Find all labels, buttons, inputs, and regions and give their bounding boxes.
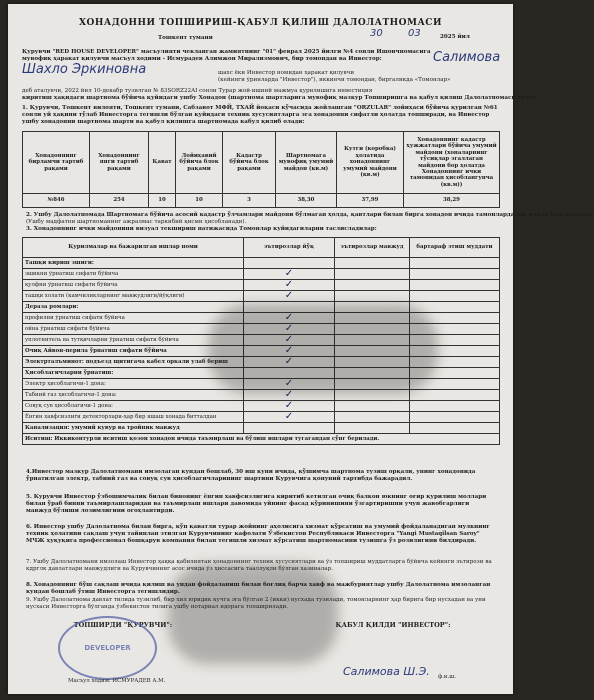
cell-shell-area: 37,99	[337, 194, 404, 208]
cell-cadastre-area: 38,29	[404, 194, 500, 208]
cell-floor: 10	[149, 194, 176, 208]
deadline-cell	[410, 280, 500, 291]
check-item-label: уплотнитель ва тутқичларни ўрнатиш сифати бўйича	[23, 335, 244, 346]
col-project-block: Лойиҳавий бўйича блок рақами	[176, 132, 223, 194]
objection-cell	[335, 258, 410, 269]
check-item-label: Очиқ Айвон-перила ўрнатиш сифати бўйича	[23, 346, 244, 357]
apartment-table	[22, 131, 500, 208]
col-cadastre-area: Хонадоннинг кадастр ҳужжатлари бўйича умумий майдони (хоналарнинг тўсиқлар эгаллаган майдони бор ҳолатда Хонадоннинг ички тамонидан ҳисоблангунча (кв.м))	[404, 132, 500, 194]
check-row	[23, 258, 500, 269]
no-objection-check: ✓	[244, 357, 335, 368]
cell-contract-area: 38,30	[276, 194, 337, 208]
city-label: Тошкент тумани	[158, 35, 213, 41]
deadline-cell	[410, 390, 500, 401]
note-line-3: 3. Хонадоннинг ички майдонини визуал текшириш натижасида Томонлар куйидагиларни таслисладилар:	[26, 226, 377, 232]
objection-cell	[335, 412, 410, 423]
check-item-label: Электрталъминот: подъезд щитигача кабел оркали улаб бериш	[23, 357, 244, 368]
no-objection-check: ✓	[244, 379, 335, 390]
paragraph-7: 7. Ушбу Далолатномани имзолаш Инвестор ҳаққа қабилиятан ҳонадоннинг техник хусусиятлари ва ўз топшириш муддатларга бўйича кейинги эътирози ва кдрглк давлатлари мавжудлиги ва Курувчининг асос ичида ўз ҳиссасига тааллуқли бўлган хазиналар.	[26, 559, 492, 572]
no-objection-check: ✓	[244, 269, 335, 280]
paragraph-8: 8. Хонадоннинг бўш сақлаш ичида қилиш ва ундан фойдаланиш билан боғлиқ барча хавф ва мажбуриятлар ушбу Далолатнома имзоланган кундан бошлаб ўтиш Инвесторга тегишлидир.	[26, 582, 491, 595]
note-line-2: (Ушбу мадфатни шартноманинг ажралмас таркибий қисми ҳисобланади).	[26, 219, 247, 225]
cell-original-number: №846	[23, 194, 90, 208]
builder-signature-title: ТОПШИРДИ "ҚУРУВЧИ":	[73, 621, 173, 629]
builder-officer-name: Масъул ходим: ИСМУРАДЕВ А.М.	[68, 678, 166, 684]
check-row	[23, 412, 500, 423]
stamp-text: DEVELOPER	[84, 644, 131, 652]
intro-line-2: мувофиқ ҳаракат қилувчи масъул ходими - Исмурадев Алимжон Мирализмович, бир томондан ва Инвестор:	[22, 56, 382, 62]
objection-cell	[335, 423, 410, 434]
company-stamp	[58, 616, 157, 680]
col-contract-area: Шартномага мувофиқ умумий майдон (кв.м)	[276, 132, 337, 194]
check-item-label: профилни ўрнатиш сифати бўйича	[23, 313, 244, 324]
col-shell-area: Кутги (коробка) ҳолатида хонадоннинг умумий майдони (кв.м)	[337, 132, 404, 194]
check-row	[23, 434, 500, 445]
fio-label: ф.и.ш.	[438, 674, 456, 680]
deadline-cell	[410, 423, 500, 434]
intro-line-4: (кейинги ўринларда "Инвестор"), иккинчи томондан, биргаликда «Томонлар»	[218, 77, 451, 83]
col-no-objection: эътирозлар йўқ	[244, 238, 335, 258]
col-original-number: Хонадоннинг бирламчи тартиб рақами	[23, 132, 90, 194]
check-row	[23, 291, 500, 302]
check-row	[23, 423, 500, 434]
objection-cell	[335, 401, 410, 412]
paragraph-6: 6. Инвестор ушбу Далолатнома билан бирга, кўп қаватли турар жойнинг аҳолисига хизмат кўрсатиш ва умумий фойдаланадиган мулкнинг техник ҳолатини сақлаш учун тайинлан этилган Курувчининг кафолати Ўзбекистон Республикаси Инвесторга "Yangi Mustaqilsan Saroy" МЧЖ ҳуқуқига профессионал бошқарув компания билан тегишли хизмат кўрсатиш шартномасини тузишга ўз розилигини билдиради.	[26, 524, 490, 544]
act-document	[8, 4, 594, 694]
no-objection-check: ✓	[244, 280, 335, 291]
intro-line-5: деб аталувчи, 2022 йил 10-декабр тузилган № 83SORZ22AI сонли Турар жой-ишиий мажмуа қурилишига инвестиция	[22, 88, 373, 94]
investor-name-signature: Салимова Ш.Э.	[343, 665, 430, 678]
check-item-label: эшикни ўрнатиш сифати бўйича	[23, 269, 244, 280]
check-row	[23, 280, 500, 291]
col-new-number: Хонадоннинг янги тартиб рақами	[90, 132, 149, 194]
check-item-label: Дераза ромлари:	[23, 302, 244, 313]
intro-line-7: 1. Қурувчи, Тошкент вилояти, Тошкент тумани, Сабзавот МФЙ, ТХАЙ йоқаси кўчасида жойлашган "ORZULAR" лойиҳаси бўйича қурилган №61	[22, 105, 498, 111]
objection-cell	[335, 280, 410, 291]
date-year: 2025 йил	[440, 34, 470, 40]
paragraph-4: 4.Инвестор мазкур Далолатномани имзолаган кундан бошлаб, 30 иш куни ичида, кўшимча шартнома тузиш орқали, унинг хонадонида ўрнатилган электр, табиий газ ва совуқ сув ҳисоблагичларининг шартини Курувчига қонуний тартибда бажарадил.	[26, 469, 476, 482]
check-item-label: Иситиш: Иккиконтурли иситиш қозон хонадон ичида таъмирлаш ва бўлиш ишлари тугагандан сўнг берилади.	[23, 434, 500, 445]
col-floor: Қават	[149, 132, 176, 194]
cell-new-number: 254	[90, 194, 149, 208]
check-item-label: Ташқи кириш эшиги:	[23, 258, 244, 269]
cell-cadastre-block: 3	[223, 194, 276, 208]
paragraph-5: 5. Курувчи Инвестор ўзбошимчалик билан бинонинг ёнгин хавфсизлигига киритиб кетилган очиқ балкон юкнинг оғир қурилиш моллари билан ўраб бинни таъмирлашларидан ва таъмирлаш ишлари давомида уйнинг фасад кўринишини ўзгартиришни учун жавобгарлиги мавжуд бўлиши лозимлигини огоҳлантирди.	[26, 494, 487, 514]
check-item-label: Табиий газ ҳисоблагичи-1 дона:	[23, 390, 244, 401]
check-item-label: Электр ҳисоблагичи-1 дона:	[23, 379, 244, 390]
deadline-cell	[410, 258, 500, 269]
no-objection-check: ✓	[244, 401, 335, 412]
investor-name-handwritten: Шахло Эркиновна	[22, 62, 147, 77]
intro-line-8: сонли уй ҳақини тўлаб Инвесторга тегишли бўлган қуйидаги техник хусусиятларга эга хонадонни сифатли ҳолатда топширади, ва Инвестор	[22, 112, 490, 118]
no-objection-check: ✓	[244, 335, 335, 346]
objection-cell	[335, 291, 410, 302]
date-day: 30	[370, 28, 383, 39]
no-objection-check	[244, 423, 335, 434]
check-item-label: Ёнгин хавфсизлиги детекторлари-ҳар бир яшаш хонада битталдан	[23, 412, 244, 423]
check-item-label: ойна ўрнатиш сифати бўйича	[23, 324, 244, 335]
note-line-1: 2. Ушбу Далолатномада Шартномага бўйича асосий кадастр ўлчамлари майдони бўлмаган ҳолда, қавтлари билан бирга хонадон ичида тамонларда иш ичида белгиланади.	[26, 212, 594, 218]
deadline-cell	[410, 401, 500, 412]
col-deadline: бартараф этиш муддати	[410, 238, 500, 258]
no-objection-check: ✓	[244, 313, 335, 324]
investor-signature-title: ҚАБУЛ ҚИЛДИ "ИНВЕСТОР":	[335, 621, 451, 629]
no-objection-check: ✓	[244, 390, 335, 401]
investor-surname-handwritten: Салимова	[433, 50, 501, 65]
document-title: ХОНАДОННИ ТОПШИРИШ-ҚАБУЛ ҚИЛИШ ДАЛОЛАТНОМАСИ	[79, 18, 442, 28]
no-objection-check: ✓	[244, 291, 335, 302]
no-objection-check: ✓	[244, 346, 335, 357]
cell-project-block: 10	[176, 194, 223, 208]
intro-line-1: Қурувчи "RED HOUSE DEVELOPER" масъулияти чекланган жамиятнинг "01" феврал 2025 йилги №4 сонли Ишончномасига	[22, 49, 431, 55]
deadline-cell	[410, 269, 500, 280]
check-item-label: Совуқ сув ҳисоблагичи-1 дона:	[23, 401, 244, 412]
deadline-cell	[410, 291, 500, 302]
objection-cell	[335, 269, 410, 280]
col-objection: эътирозлар мавжуд	[335, 238, 410, 258]
check-item-label: Канализация: умумий кувур ва тройник мавжуд	[23, 423, 244, 434]
intro-line-3: шахс ёки Инвестор номидан ҳаракат қилувчи	[218, 70, 355, 76]
check-item-label: Ҳисоблагичларни ўрнатиш:	[23, 368, 244, 379]
paragraph-9: 9. Ушбу Далолатнома давлат тилида тузилиб, бир хил юридик кучга эга бўлган 2 (икки) нусхада тузилади, томонларнинг ҳар бирига бир нусхадан ва уни нусхаси Инвесторга бўлганда ўзбекистон тилига ушбу нотариал идорага топширилади.	[26, 597, 486, 610]
date-month: 03	[408, 28, 421, 39]
check-row	[23, 401, 500, 412]
check-item-label: ташқи холати (камчиликларнинг мавжудлиги/йўқлиги)	[23, 291, 244, 302]
no-objection-check	[244, 258, 335, 269]
intro-line-6: киритиш ҳақидаги шартнома бўйича қуйидаги ушбу Хонадон (шартнома шартларига мувофиқ мазкур Топширишга ва қабул қилиш Далолатномаси тузди:	[22, 95, 539, 101]
col-cadastre-block: Кадастр бўйича блок рақами	[223, 132, 276, 194]
col-item-name: Қурилмалар ва бажарилган ишлар номи	[23, 238, 244, 258]
check-row	[23, 269, 500, 280]
hand-shadow	[208, 304, 438, 394]
hand-shadow-lower	[168, 564, 338, 664]
no-objection-check: ✓	[244, 412, 335, 423]
deadline-cell	[410, 412, 500, 423]
check-item-label: қулфни ўрнатиш сифати бўйича	[23, 280, 244, 291]
no-objection-check: ✓	[244, 324, 335, 335]
intro-line-9: ушбу хонадонни шартнома шарти ва қабул қилишга шартномада кабул қилиб олади:	[22, 119, 305, 125]
deadline-cell	[410, 302, 500, 313]
